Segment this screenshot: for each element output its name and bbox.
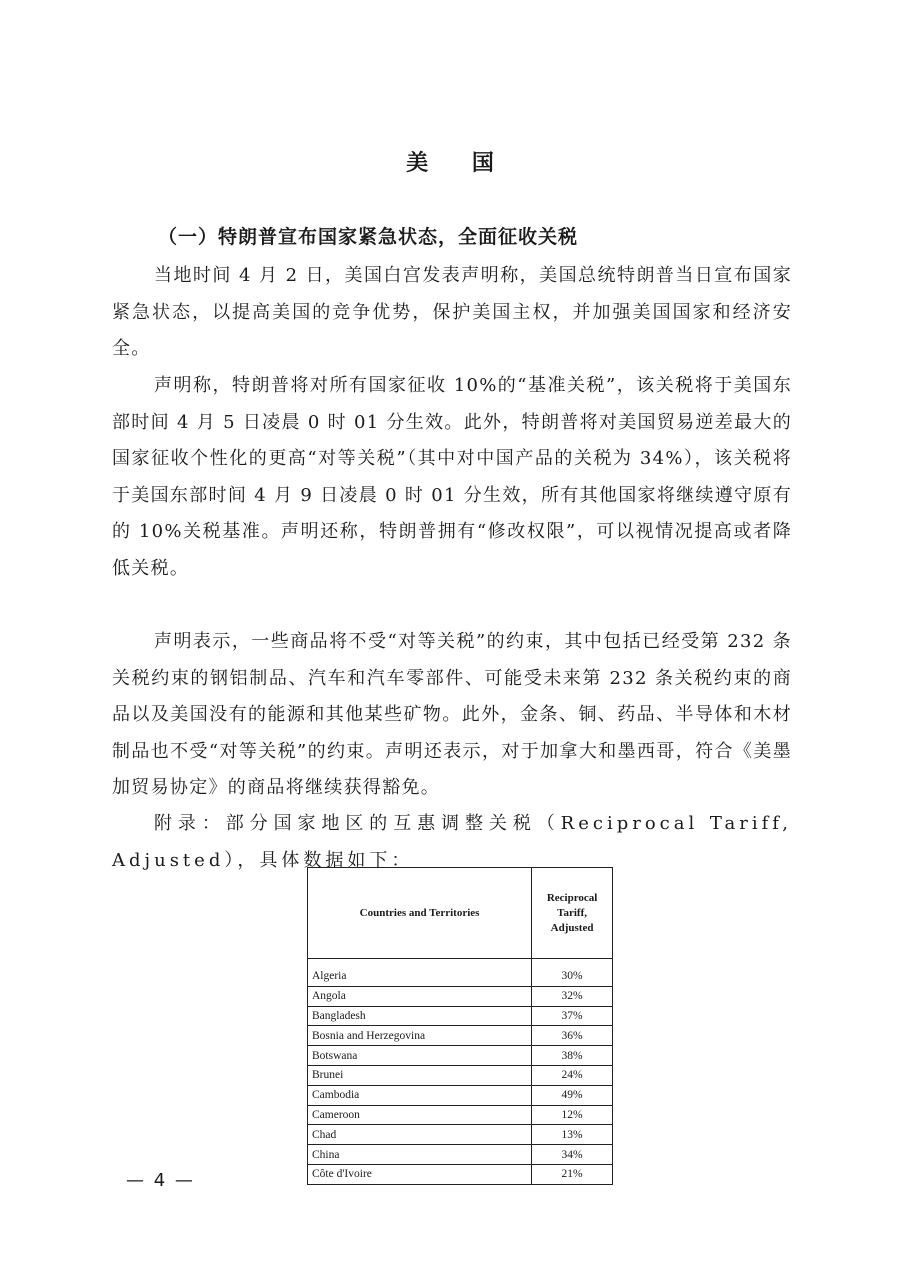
table-row	[308, 967, 613, 986]
table-row	[308, 1125, 613, 1145]
country-cell: Bosnia and Herzegovina	[308, 1026, 532, 1046]
paragraph-appendix: 附录：部分国家地区的互惠调整关税（Reciprocal Tariff, Adjusted），具体数据如下：	[112, 813, 792, 871]
table-header-row	[308, 868, 613, 959]
paragraph-block	[112, 624, 792, 807]
country-cell: Chad	[308, 1125, 532, 1145]
country-cell: Bangladesh	[308, 1006, 532, 1026]
paragraph-block	[112, 258, 792, 368]
country-cell: Cambodia	[308, 1085, 532, 1105]
table-row	[308, 1164, 613, 1184]
rate-cell: 12%	[532, 1105, 613, 1125]
table-row	[308, 1145, 613, 1165]
table-row	[308, 986, 613, 1006]
section-heading: （一）特朗普宣布国家紧急状态，全面征收关税	[158, 226, 579, 248]
tariff-table	[307, 867, 613, 1185]
header-rate: Reciprocal Tariff, Adjusted	[532, 868, 613, 959]
table-row	[308, 1085, 613, 1105]
country-cell: Brunei	[308, 1065, 532, 1085]
rate-cell: 32%	[532, 986, 613, 1006]
rate-cell: 34%	[532, 1145, 613, 1165]
page-title: 美 国	[406, 151, 512, 176]
rate-cell: 38%	[532, 1046, 613, 1066]
page-number: — 4 —	[126, 1170, 195, 1191]
table-row	[308, 1026, 613, 1046]
table-row	[308, 1006, 613, 1026]
country-cell: Angola	[308, 986, 532, 1006]
rate-cell: 30%	[532, 967, 613, 986]
country-cell: Côte d'Ivoire	[308, 1164, 532, 1184]
table-row	[308, 1105, 613, 1125]
country-cell: Cameroon	[308, 1105, 532, 1125]
paragraph-exemptions: 声明表示，一些商品将不受“对等关税”的约束，其中包括已经受第 232 条关税约束的钢铝制品、汽车和汽车零部件、可能受未来第 232 条关税约束的商品以及美国没有的能源和其他某些矿物。此外，金条、铜、药品、半导体和木材制品也不受“对等关税”的约束。声明还表示，对于加拿大和墨西哥，符合《美墨加贸易协定》的商品将继续获得豁免。	[112, 631, 792, 798]
table-row	[308, 1065, 613, 1085]
header-country: Countries and Territories	[308, 868, 532, 959]
country-cell: China	[308, 1145, 532, 1165]
rate-cell: 21%	[532, 1164, 613, 1184]
country-cell: Botswana	[308, 1046, 532, 1066]
rate-cell: 37%	[532, 1006, 613, 1026]
table-spacer-row	[308, 959, 613, 968]
rate-cell: 36%	[532, 1026, 613, 1046]
country-cell: Algeria	[308, 967, 532, 986]
rate-cell: 13%	[532, 1125, 613, 1145]
table-row	[308, 1046, 613, 1066]
rate-cell: 24%	[532, 1065, 613, 1085]
paragraph-intro: 当地时间 4 月 2 日，美国白宫发表声明称，美国总统特朗普当日宣布国家紧急状态，以提高美国的竞争优势，保护美国主权，并加强美国国家和经济安全。	[112, 265, 792, 359]
paragraph-block	[112, 368, 792, 587]
rate-cell: 49%	[532, 1085, 613, 1105]
paragraph-baseline-tariff: 声明称，特朗普将对所有国家征收 10%的“基准关税”，该关税将于美国东部时间 4 月 5 日凌晨 0 时 01 分生效。此外，特朗普将对美国贸易逆差最大的国家征收个性化的更高“对等关税”（其中对中国产品的关税为 34%），该关税将于美国东部时间 4 月 9 日凌晨 0 时 01 分生效，所有其他国家将继续遵守原有的 10%关税基准。声明还称，特朗普拥有“修改权限”，可以视情况提高或者降低关税。	[112, 375, 792, 579]
